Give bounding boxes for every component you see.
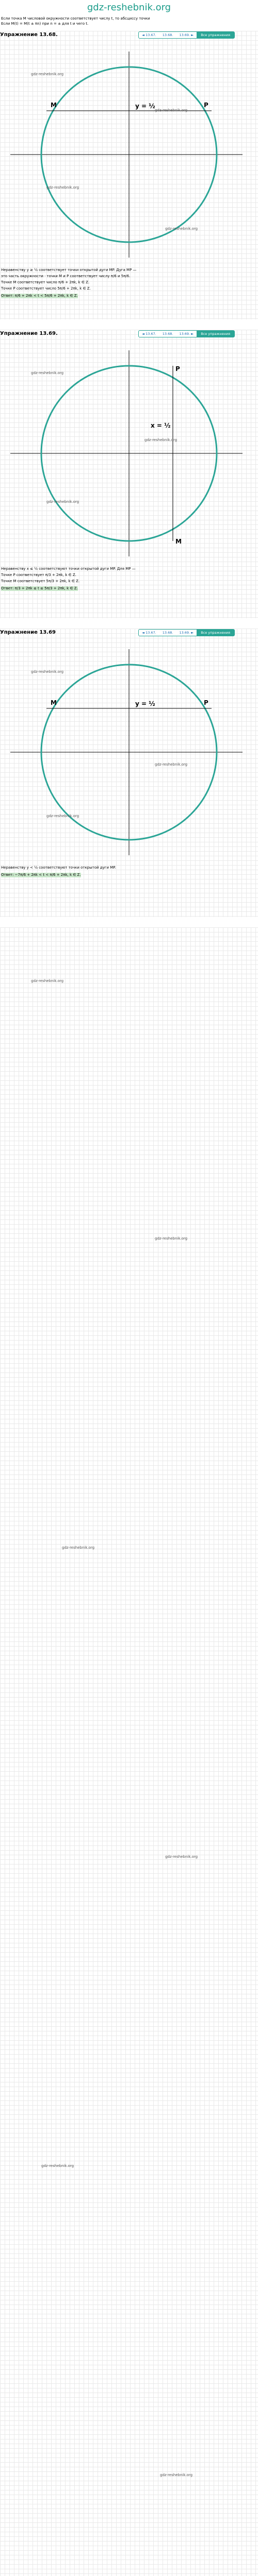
point-m-label: M xyxy=(51,699,57,706)
watermark: gdz-reshebnik.org xyxy=(31,72,64,76)
point-p-label: P xyxy=(204,101,208,109)
exercise-nav-forward-1[interactable]: 13.69. ► xyxy=(179,33,194,37)
exercise-nav-back-2[interactable]: ◄ 13.67. xyxy=(142,332,156,336)
exercise-header-3 xyxy=(0,629,258,636)
solution-line: Точке M соответствует число π/6 + 2πk, k ∈ Z. xyxy=(1,280,90,284)
watermark: gdz-reshebnik.org xyxy=(46,500,79,504)
intro-line-1: Если точка M числовой окружности соответствует числу t, то абсциссу точки xyxy=(1,16,150,21)
exercise-block-2 xyxy=(0,330,258,618)
watermark: gdz-reshebnik.org xyxy=(155,1236,188,1241)
watermark: gdz-reshebnik.org xyxy=(31,670,64,674)
solution-line: Неравенству x ≤ ½ соответствуют точки открытой дуги MP. Для MP — xyxy=(1,567,136,571)
solution-line: Точке P соответствует π/3 + 2πk, k ∈ Z. xyxy=(1,573,76,577)
exercise-header-1 xyxy=(0,31,258,39)
level-line-label: x = ½ xyxy=(151,422,171,429)
answer-line: Ответ: −7π/6 + 2πk < t < π/6 + 2πk, k ∈ Z. xyxy=(1,873,81,877)
level-line-label: y = ½ xyxy=(135,103,155,110)
watermark: gdz-reshebnik.org xyxy=(62,1546,95,1550)
exercise-title-2: Упражнение 13.69. xyxy=(0,331,58,336)
solution-line: Неравенству y ≥ ½ соответствует точки открытой дуги MP. Дуга MP — xyxy=(1,268,137,272)
site-header xyxy=(0,0,258,15)
solution-line: это часть окружности · точки M и P соответствует числу π/6 и 5π/6. xyxy=(1,274,131,278)
exercise-nav-forward-2[interactable]: 13.69. ► xyxy=(179,332,194,336)
exercise-title-1: Упражнение 13.68. xyxy=(0,32,58,38)
point-m-label: M xyxy=(175,538,182,545)
answer-line: Ответ: π/3 + 2πk ≤ t ≤ 5π/3 + 2πk, k ∈ Z. xyxy=(1,586,78,590)
exercise-nav-back-3[interactable]: ◄ 13.67. xyxy=(142,631,156,635)
solution-line: Точке M соответствует 5π/3 + 2πk, k ∈ Z. xyxy=(1,579,80,583)
exercise-block-1 xyxy=(0,31,258,319)
watermark: gdz-reshebnik.org xyxy=(46,814,79,818)
watermark: gdz-reshebnik.org xyxy=(155,762,188,767)
watermark: gdz-reshebnik.org xyxy=(31,979,64,983)
unit-circle-diagram-2 xyxy=(0,345,258,562)
site-logo[interactable]: gdz-reshebnik.org xyxy=(87,2,171,13)
exercise-nav-3 xyxy=(138,629,235,636)
exercise-nav-all-2[interactable]: Все упражнения xyxy=(197,331,234,337)
intro-section xyxy=(0,15,258,31)
answer-line: Ответ: π/6 + 2πk < t < 5π/6 + 2πk, k ∈ Z. xyxy=(1,294,78,298)
exercise-nav-up-3[interactable]: 13.68. xyxy=(162,631,173,635)
level-line-label: y = ½ xyxy=(135,700,155,707)
point-p-label: P xyxy=(175,365,180,372)
intro-line-2: Если M(t) = M(t ± πn) при n = ± для t и чего t. xyxy=(1,22,89,26)
exercise-nav-up-1[interactable]: 13.68. xyxy=(162,33,173,37)
exercise-nav-all-1[interactable]: Все упражнения xyxy=(197,32,234,38)
watermark: gdz-reshebnik.org xyxy=(155,108,188,112)
watermark: gdz-reshebnik.org xyxy=(160,2473,193,2477)
exercise-block-3 xyxy=(0,629,258,917)
watermark: gdz-reshebnik.org xyxy=(41,2164,74,2168)
remaining-content xyxy=(0,927,258,2576)
exercise-title-3: Упражнение 13.69 xyxy=(0,630,56,635)
exercise-header-2 xyxy=(0,330,258,337)
point-m-label: M xyxy=(51,101,57,109)
watermark: gdz-reshebnik.org xyxy=(31,371,64,375)
exercise-nav-forward-3[interactable]: 13.69. ► xyxy=(179,631,194,635)
watermark: gdz-reshebnik.org xyxy=(144,438,178,442)
solution-line: Неравенству y < ½ соответствуют точки открытой дуги MP. xyxy=(1,866,116,870)
solution-line: Точке P соответствует число 5π/6 + 2πk, k ∈ Z. xyxy=(1,286,91,291)
watermark: gdz-reshebnik.org xyxy=(165,227,198,231)
watermark: gdz-reshebnik.org xyxy=(46,185,79,190)
exercise-nav-up-2[interactable]: 13.68. xyxy=(162,332,173,336)
watermark: gdz-reshebnik.org xyxy=(165,1855,198,1859)
point-p-label: P xyxy=(204,699,208,706)
unit-circle-diagram-1 xyxy=(0,46,258,263)
exercise-nav-all-3[interactable]: Все упражнения xyxy=(197,630,234,636)
exercise-nav-back-1[interactable]: ◄ 13.67. xyxy=(142,33,156,37)
unit-circle-diagram-3 xyxy=(0,644,258,860)
exercise-nav-1 xyxy=(138,31,235,39)
exercise-nav-2 xyxy=(138,330,235,337)
